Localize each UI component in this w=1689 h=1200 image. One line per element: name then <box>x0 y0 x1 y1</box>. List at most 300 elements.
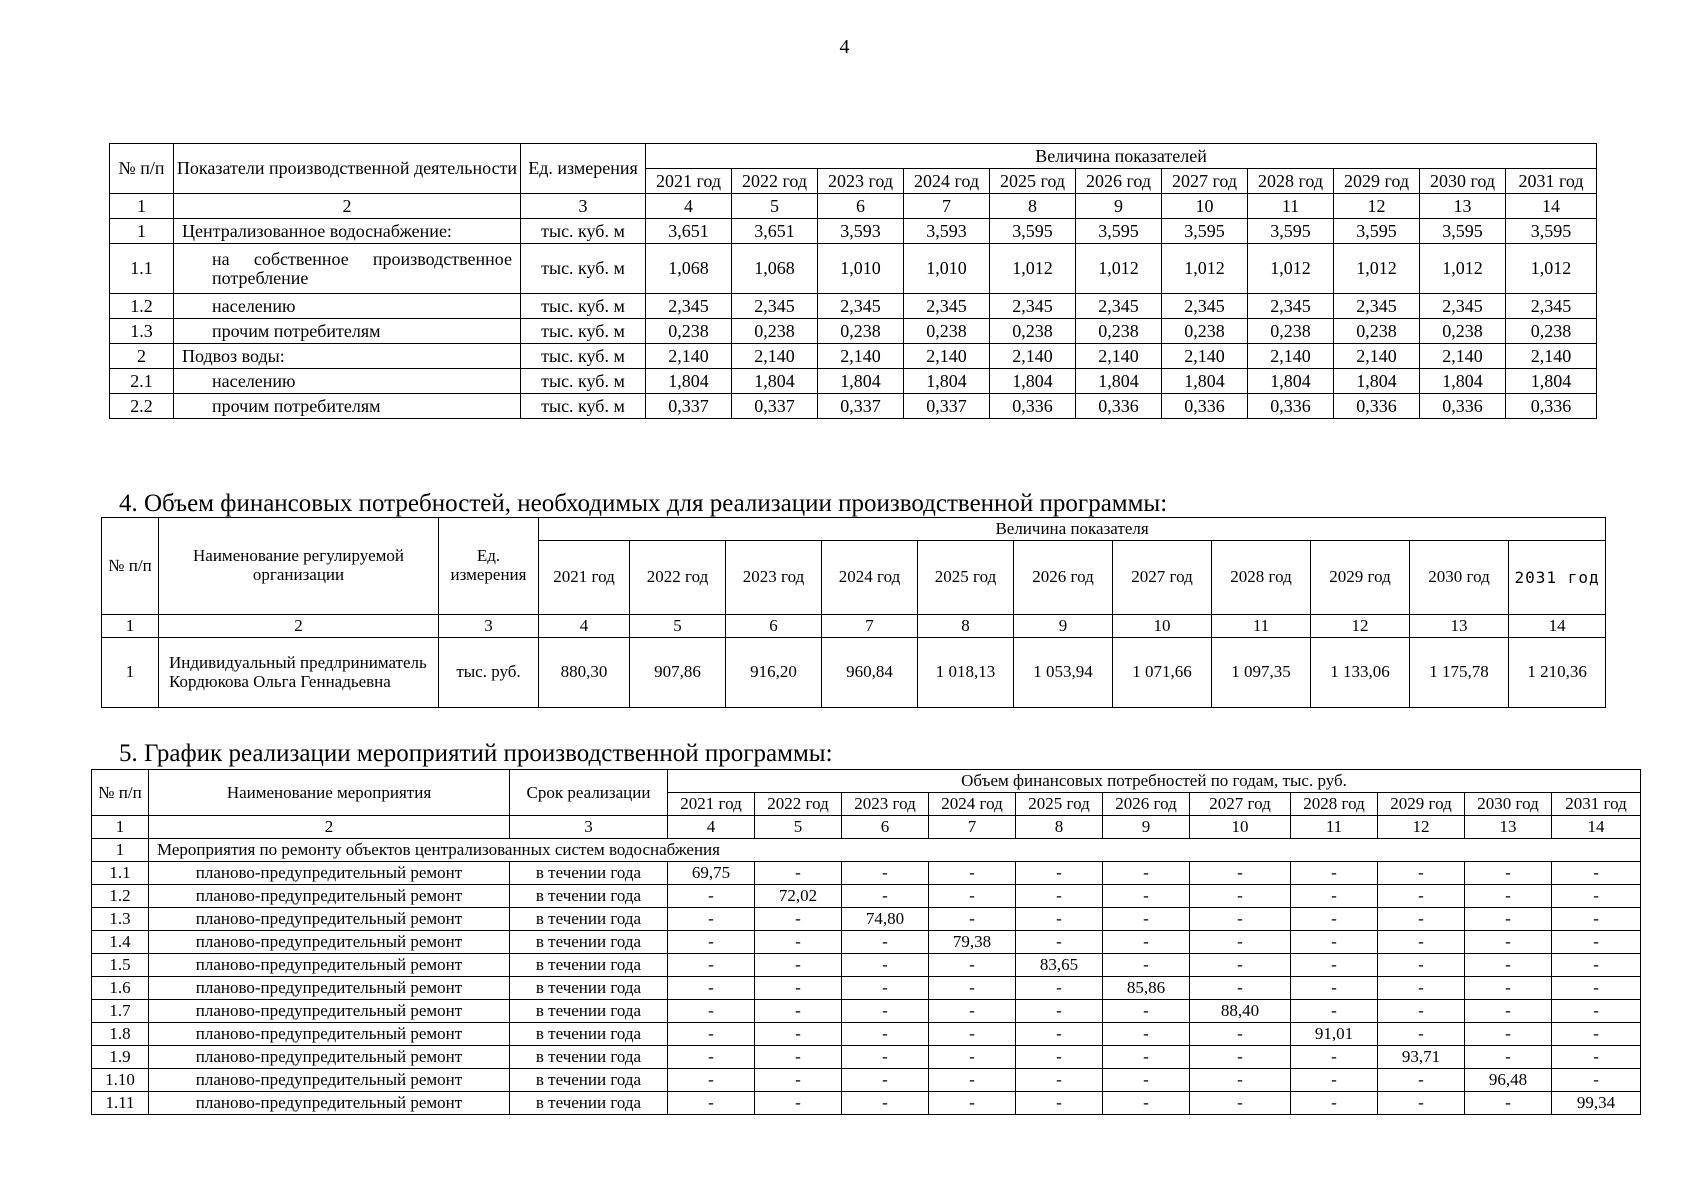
row-num: 1.10 <box>92 1069 149 1092</box>
value-cell: 3,595 <box>1162 219 1248 244</box>
row-event: планово-предупредительный ремонт <box>149 954 510 977</box>
value-cell: 1 175,78 <box>1410 638 1509 708</box>
value-cell: - <box>1016 908 1103 931</box>
value-cell: - <box>1552 908 1641 931</box>
value-cell: 0,238 <box>1334 319 1420 344</box>
value-cell: - <box>755 862 842 885</box>
table-row <box>92 1092 1641 1115</box>
value-cell: - <box>1378 862 1465 885</box>
header-unit: Ед. измерения <box>439 518 539 615</box>
table-row <box>110 369 1597 394</box>
row-event: планово-предупредительный ремонт <box>149 885 510 908</box>
value-cell: - <box>1378 1069 1465 1092</box>
header-year: 2026 год <box>1014 541 1113 615</box>
value-cell: - <box>1016 1023 1103 1046</box>
value-cell: - <box>842 885 929 908</box>
value-cell: 2,345 <box>646 294 732 319</box>
header-year: 2026 год <box>1103 793 1190 816</box>
value-cell: 2,345 <box>1248 294 1334 319</box>
value-cell: 0,336 <box>1076 394 1162 419</box>
column-number: 3 <box>521 194 646 219</box>
value-cell: - <box>1103 931 1190 954</box>
value-cell: - <box>1016 1000 1103 1023</box>
value-cell: - <box>1190 885 1291 908</box>
value-cell: - <box>1552 1046 1641 1069</box>
table-row <box>92 977 1641 1000</box>
value-cell: - <box>1291 1069 1378 1092</box>
value-cell: 1,804 <box>1334 369 1420 394</box>
table-row <box>110 344 1597 369</box>
table-row <box>92 862 1641 885</box>
column-number: 5 <box>755 816 842 839</box>
value-cell: 72,02 <box>755 885 842 908</box>
table-row <box>92 1023 1641 1046</box>
value-cell: 907,86 <box>630 638 726 708</box>
value-cell: - <box>1465 885 1552 908</box>
value-cell: - <box>1465 1046 1552 1069</box>
header-unit: Ед. измерения <box>521 144 646 194</box>
value-cell: - <box>1016 1046 1103 1069</box>
header-year: 2027 год <box>1162 169 1248 194</box>
value-cell: 1,804 <box>1248 369 1334 394</box>
value-cell: 93,71 <box>1378 1046 1465 1069</box>
table-row <box>110 219 1597 244</box>
value-cell: - <box>1190 1023 1291 1046</box>
value-cell: 1,804 <box>1076 369 1162 394</box>
value-cell: - <box>842 1000 929 1023</box>
column-number: 12 <box>1334 194 1420 219</box>
value-cell: - <box>929 1000 1016 1023</box>
row-num: 1.2 <box>92 885 149 908</box>
value-cell: 0,238 <box>1506 319 1597 344</box>
value-cell: 1,012 <box>1506 244 1597 294</box>
section-5-title: 5. График реализации мероприятий производственной программы: <box>119 740 833 767</box>
value-cell: - <box>668 908 755 931</box>
value-cell: - <box>1378 1092 1465 1115</box>
header-term: Срок реализации <box>510 770 668 816</box>
value-cell: 0,336 <box>1162 394 1248 419</box>
value-cell: - <box>668 1069 755 1092</box>
value-cell: - <box>1103 954 1190 977</box>
value-cell: 1,804 <box>1506 369 1597 394</box>
header-num: № п/п <box>110 144 174 194</box>
column-number: 4 <box>539 615 630 638</box>
value-cell: - <box>1465 977 1552 1000</box>
row-term: в течении года <box>510 1023 668 1046</box>
value-cell: 3,595 <box>1076 219 1162 244</box>
value-cell: - <box>842 1046 929 1069</box>
value-cell: - <box>1378 1000 1465 1023</box>
column-number: 6 <box>818 194 904 219</box>
value-cell: 1,068 <box>646 244 732 294</box>
value-cell: - <box>1291 954 1378 977</box>
header-year: 2024 год <box>929 793 1016 816</box>
table-row <box>110 319 1597 344</box>
row-num: 2.2 <box>110 394 174 419</box>
header-year: 2026 год <box>1076 169 1162 194</box>
row-term: в течении года <box>510 977 668 1000</box>
column-number: 7 <box>904 194 990 219</box>
column-number: 8 <box>1016 816 1103 839</box>
table-row <box>92 908 1641 931</box>
value-cell: - <box>1291 1046 1378 1069</box>
row-event: планово-предупредительный ремонт <box>149 1000 510 1023</box>
value-cell: 3,595 <box>990 219 1076 244</box>
column-number: 12 <box>1311 615 1410 638</box>
value-cell: - <box>1190 1069 1291 1092</box>
value-cell: 2,140 <box>646 344 732 369</box>
value-cell: - <box>1103 862 1190 885</box>
value-cell: - <box>1190 1092 1291 1115</box>
row-event: планово-предупредительный ремонт <box>149 1023 510 1046</box>
value-cell: - <box>668 931 755 954</box>
value-cell: - <box>755 977 842 1000</box>
header-year: 2024 год <box>904 169 990 194</box>
row-term: в течении года <box>510 1092 668 1115</box>
row-num: 1.1 <box>110 244 174 294</box>
column-number: 12 <box>1378 816 1465 839</box>
row-num: 1.4 <box>92 931 149 954</box>
value-cell: - <box>668 885 755 908</box>
value-cell: - <box>1378 908 1465 931</box>
header-year: 2028 год <box>1248 169 1334 194</box>
value-cell: - <box>929 1092 1016 1115</box>
column-number: 5 <box>630 615 726 638</box>
value-cell: - <box>1552 1069 1641 1092</box>
column-number: 7 <box>822 615 918 638</box>
value-cell: - <box>842 931 929 954</box>
column-number: 8 <box>990 194 1076 219</box>
header-event: Наименование мероприятия <box>149 770 510 816</box>
value-cell: 0,238 <box>904 319 990 344</box>
value-cell: - <box>668 1023 755 1046</box>
value-cell: 1 133,06 <box>1311 638 1410 708</box>
row-num: 1.3 <box>110 319 174 344</box>
value-cell: - <box>1465 931 1552 954</box>
header-year: 2021 год <box>668 793 755 816</box>
value-cell: 85,86 <box>1103 977 1190 1000</box>
value-cell: 1,804 <box>1162 369 1248 394</box>
value-cell: - <box>1378 885 1465 908</box>
row-term: в течении года <box>510 1069 668 1092</box>
header-num: № п/п <box>102 518 159 615</box>
column-number: 2 <box>149 816 510 839</box>
row-term: в течении года <box>510 908 668 931</box>
value-cell: - <box>1103 1046 1190 1069</box>
row-num: 2 <box>110 344 174 369</box>
value-cell: 2,345 <box>1334 294 1420 319</box>
row-unit: тыс. куб. м <box>521 369 646 394</box>
row-event: планово-предупредительный ремонт <box>149 1069 510 1092</box>
value-cell: 0,336 <box>1420 394 1506 419</box>
value-cell: - <box>1291 908 1378 931</box>
header-org: Наименование регулируемой организации <box>159 518 439 615</box>
row-num: 1.9 <box>92 1046 149 1069</box>
value-cell: 1 053,94 <box>1014 638 1113 708</box>
value-cell: - <box>1552 885 1641 908</box>
header-values-group: Объем финансовых потребностей по годам, тыс. руб. <box>668 770 1641 793</box>
row-num: 1.3 <box>92 908 149 931</box>
value-cell: 2,140 <box>904 344 990 369</box>
value-cell: - <box>929 954 1016 977</box>
value-cell: 99,34 <box>1552 1092 1641 1115</box>
column-number: 5 <box>732 194 818 219</box>
value-cell: - <box>1190 977 1291 1000</box>
header-year: 2025 год <box>1016 793 1103 816</box>
value-cell: - <box>1190 908 1291 931</box>
value-cell: 2,345 <box>990 294 1076 319</box>
value-cell: 2,345 <box>732 294 818 319</box>
row-term: в течении года <box>510 885 668 908</box>
column-number: 10 <box>1190 816 1291 839</box>
column-number: 13 <box>1410 615 1509 638</box>
header-year: 2029 год <box>1311 541 1410 615</box>
value-cell: 1,012 <box>1420 244 1506 294</box>
header-year: 2021 год <box>646 169 732 194</box>
value-cell: 0,238 <box>1076 319 1162 344</box>
column-number: 9 <box>1076 194 1162 219</box>
value-cell: - <box>1291 862 1378 885</box>
value-cell: 1,010 <box>818 244 904 294</box>
events-schedule-table <box>91 769 1641 1115</box>
value-cell: 1,804 <box>1420 369 1506 394</box>
row-unit: тыс. куб. м <box>521 319 646 344</box>
value-cell: 2,345 <box>1420 294 1506 319</box>
value-cell: 91,01 <box>1291 1023 1378 1046</box>
row-unit: тыс. куб. м <box>521 344 646 369</box>
header-year: 2031 год <box>1506 169 1597 194</box>
value-cell: - <box>1465 1092 1552 1115</box>
value-cell: - <box>1291 1092 1378 1115</box>
value-cell: - <box>1016 862 1103 885</box>
value-cell: - <box>1378 977 1465 1000</box>
row-event: планово-предупредительный ремонт <box>149 1092 510 1115</box>
value-cell: - <box>1190 1046 1291 1069</box>
value-cell: 0,238 <box>818 319 904 344</box>
value-cell: 1,804 <box>818 369 904 394</box>
value-cell: - <box>755 1000 842 1023</box>
header-year: 2029 год <box>1334 169 1420 194</box>
column-number: 10 <box>1162 194 1248 219</box>
value-cell: - <box>842 977 929 1000</box>
value-cell: 1 210,36 <box>1509 638 1606 708</box>
value-cell: - <box>668 954 755 977</box>
value-cell: - <box>1103 1023 1190 1046</box>
column-number: 2 <box>174 194 521 219</box>
value-cell: - <box>1291 977 1378 1000</box>
header-year: 2027 год <box>1113 541 1212 615</box>
value-cell: 0,238 <box>990 319 1076 344</box>
table-row <box>110 294 1597 319</box>
row-unit: тыс. куб. м <box>521 294 646 319</box>
value-cell: - <box>842 1092 929 1115</box>
row-term: в течении года <box>510 1000 668 1023</box>
value-cell: - <box>1465 1023 1552 1046</box>
value-cell: - <box>929 1069 1016 1092</box>
header-indicator: Показатели производственной деятельности <box>174 144 521 194</box>
header-year: 2022 год <box>732 169 818 194</box>
value-cell: 96,48 <box>1465 1069 1552 1092</box>
page-number: 4 <box>839 36 850 58</box>
value-cell: 2,345 <box>1076 294 1162 319</box>
column-number: 6 <box>842 816 929 839</box>
row-num: 1 <box>102 638 159 708</box>
value-cell: 0,336 <box>1248 394 1334 419</box>
value-cell: - <box>929 862 1016 885</box>
column-number: 6 <box>726 615 822 638</box>
table-row <box>92 1046 1641 1069</box>
value-cell: 2,140 <box>990 344 1076 369</box>
value-cell: 3,593 <box>904 219 990 244</box>
value-cell: - <box>1378 1023 1465 1046</box>
header-year: 2027 год <box>1190 793 1291 816</box>
value-cell: - <box>1190 931 1291 954</box>
row-unit: тыс. куб. м <box>521 219 646 244</box>
row-num: 1.1 <box>92 862 149 885</box>
header-year: 2030 год <box>1420 169 1506 194</box>
value-cell: - <box>1103 1000 1190 1023</box>
value-cell: 916,20 <box>726 638 822 708</box>
value-cell: 2,140 <box>732 344 818 369</box>
column-number: 9 <box>1103 816 1190 839</box>
row-num: 1.7 <box>92 1000 149 1023</box>
value-cell: 0,337 <box>904 394 990 419</box>
value-cell: - <box>1465 1000 1552 1023</box>
value-cell: - <box>929 977 1016 1000</box>
row-name: Подвоз воды: <box>174 344 521 369</box>
header-year: 2023 год <box>726 541 822 615</box>
column-number: 14 <box>1552 816 1641 839</box>
value-cell: - <box>1552 862 1641 885</box>
value-cell: - <box>1016 1069 1103 1092</box>
value-cell: 0,238 <box>646 319 732 344</box>
value-cell: 3,651 <box>732 219 818 244</box>
column-number: 8 <box>918 615 1014 638</box>
row-unit: тыс. куб. м <box>521 394 646 419</box>
table-row <box>110 394 1597 419</box>
value-cell: 0,238 <box>732 319 818 344</box>
row-unit: тыс. куб. м <box>521 244 646 294</box>
header-year: 2021 год <box>539 541 630 615</box>
section-4-title: 4. Объем финансовых потребностей, необходимых для реализации производственной программы: <box>119 490 1168 517</box>
column-number: 1 <box>92 816 149 839</box>
value-cell: - <box>1103 908 1190 931</box>
value-cell: 2,345 <box>818 294 904 319</box>
header-year: 2030 год <box>1465 793 1552 816</box>
value-cell: 74,80 <box>842 908 929 931</box>
value-cell: - <box>842 1023 929 1046</box>
value-cell: 88,40 <box>1190 1000 1291 1023</box>
column-number: 10 <box>1113 615 1212 638</box>
value-cell: 1,068 <box>732 244 818 294</box>
value-cell: 0,336 <box>1506 394 1597 419</box>
value-cell: - <box>1291 885 1378 908</box>
value-cell: 2,140 <box>1506 344 1597 369</box>
column-number: 7 <box>929 816 1016 839</box>
value-cell: 1 097,35 <box>1212 638 1311 708</box>
value-cell: - <box>1190 862 1291 885</box>
row-num: 1.6 <box>92 977 149 1000</box>
value-cell: 0,337 <box>646 394 732 419</box>
header-year: 2025 год <box>918 541 1014 615</box>
row-name: Централизованное водоснабжение: <box>174 219 521 244</box>
value-cell: 1 018,13 <box>918 638 1014 708</box>
value-cell: - <box>668 1000 755 1023</box>
column-number: 11 <box>1248 194 1334 219</box>
row-num: 1.8 <box>92 1023 149 1046</box>
header-year: 2023 год <box>818 169 904 194</box>
value-cell: 0,238 <box>1248 319 1334 344</box>
row-org: Индивидуальный предлриниматель Кордюкова Ольга Геннадьевна <box>159 638 439 708</box>
row-term: в течении года <box>510 931 668 954</box>
value-cell: - <box>668 1046 755 1069</box>
value-cell: 69,75 <box>668 862 755 885</box>
value-cell: - <box>755 1023 842 1046</box>
value-cell: - <box>1016 1092 1103 1115</box>
value-cell: 0,336 <box>990 394 1076 419</box>
row-event: планово-предупредительный ремонт <box>149 1046 510 1069</box>
value-cell: - <box>842 862 929 885</box>
row-name: населению <box>174 369 521 394</box>
group-text: Мероприятия по ремонту объектов централизованных систем водоснабжения <box>149 839 1641 862</box>
header-year: 2024 год <box>822 541 918 615</box>
row-num: 1 <box>110 219 174 244</box>
column-number: 13 <box>1420 194 1506 219</box>
value-cell: 1,804 <box>990 369 1076 394</box>
row-num: 1.2 <box>110 294 174 319</box>
value-cell: - <box>668 977 755 1000</box>
column-number: 14 <box>1506 194 1597 219</box>
row-term: в течении года <box>510 954 668 977</box>
header-year: 2022 год <box>755 793 842 816</box>
value-cell: 1 071,66 <box>1113 638 1212 708</box>
value-cell: 3,651 <box>646 219 732 244</box>
value-cell: - <box>1103 1069 1190 1092</box>
value-cell: 1,804 <box>646 369 732 394</box>
value-cell: 0,238 <box>1420 319 1506 344</box>
value-cell: 3,593 <box>818 219 904 244</box>
value-cell: 1,010 <box>904 244 990 294</box>
column-number: 11 <box>1212 615 1311 638</box>
header-values-group: Величина показателя <box>539 518 1606 541</box>
value-cell: - <box>668 1092 755 1115</box>
value-cell: - <box>1190 954 1291 977</box>
header-year: 2028 год <box>1291 793 1378 816</box>
value-cell: 79,38 <box>929 931 1016 954</box>
value-cell: 1,804 <box>732 369 818 394</box>
value-cell: - <box>755 1046 842 1069</box>
value-cell: 0,336 <box>1334 394 1420 419</box>
value-cell: 1,012 <box>990 244 1076 294</box>
value-cell: - <box>1552 1023 1641 1046</box>
value-cell: 0,238 <box>1162 319 1248 344</box>
value-cell: - <box>929 885 1016 908</box>
header-year: 2029 год <box>1378 793 1465 816</box>
value-cell: - <box>929 1046 1016 1069</box>
value-cell: 2,140 <box>1076 344 1162 369</box>
header-year: 2025 год <box>990 169 1076 194</box>
table-row <box>102 638 1606 708</box>
column-number: 1 <box>110 194 174 219</box>
value-cell: 2,140 <box>1334 344 1420 369</box>
column-number: 14 <box>1509 615 1606 638</box>
value-cell: - <box>755 1092 842 1115</box>
value-cell: 2,140 <box>818 344 904 369</box>
value-cell: 2,345 <box>1162 294 1248 319</box>
header-year: 2031 год <box>1552 793 1641 816</box>
row-name: прочим потребителям <box>174 394 521 419</box>
value-cell: 83,65 <box>1016 954 1103 977</box>
